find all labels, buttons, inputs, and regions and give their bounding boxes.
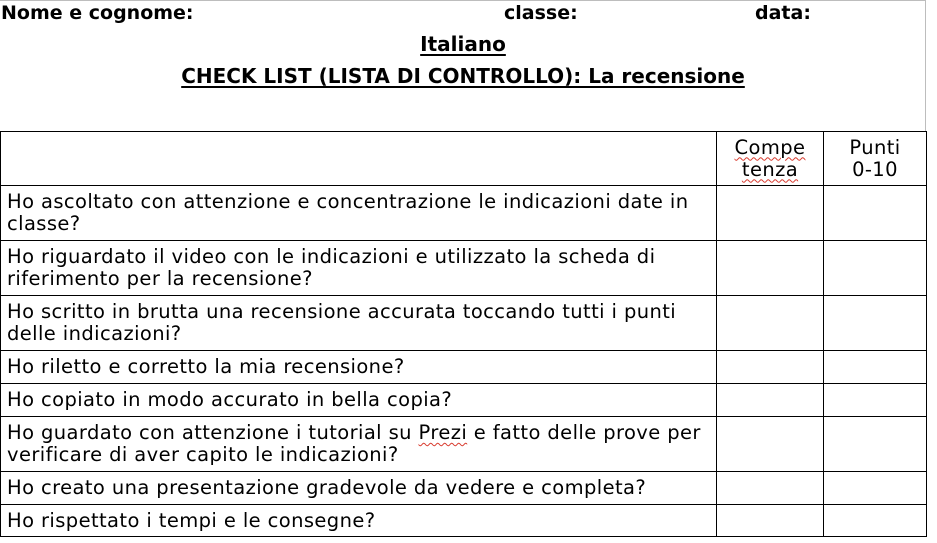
row-question-text: Ho rispettato i tempi e le consegne? (7, 508, 376, 532)
row-competenza-cell[interactable] (717, 241, 824, 296)
row-punti-cell[interactable] (824, 472, 927, 505)
table-row (1, 351, 927, 384)
row-question (1, 384, 717, 417)
row-competenza-cell[interactable] (717, 296, 824, 351)
name-label: Nome e cognome: (1, 2, 194, 24)
row-competenza-cell[interactable] (717, 472, 824, 505)
row-punti-cell[interactable] (824, 186, 927, 241)
row-competenza-cell[interactable] (717, 505, 824, 537)
row-question (1, 472, 717, 505)
row-question (1, 186, 717, 241)
subject-title (0, 32, 926, 56)
row-question-text-start: Ho guardato con attenzione i tutorial su (7, 421, 419, 444)
row-question-text-prezi: Prezi (418, 421, 468, 444)
table-header-row (1, 132, 927, 186)
header-punti (824, 132, 927, 186)
row-punti-cell[interactable] (824, 417, 927, 472)
row-question (1, 296, 717, 351)
row-punti-cell[interactable] (824, 384, 927, 417)
row-competenza-cell[interactable] (717, 351, 824, 384)
row-punti-cell[interactable] (824, 351, 927, 384)
table-row (1, 186, 927, 241)
row-punti-cell[interactable] (824, 241, 927, 296)
row-question-text: Ho riguardato il video con le indicazioni e utilizzato la scheda di riferimento per la recensione? (7, 245, 656, 290)
page-title (0, 64, 926, 88)
row-question (1, 241, 717, 296)
header-competenza-line1: Compe (734, 135, 806, 159)
table-row (1, 472, 927, 505)
row-question (1, 417, 717, 472)
row-punti-cell[interactable] (824, 505, 927, 537)
row-question (1, 505, 717, 537)
table-row (1, 384, 927, 417)
row-question-text: Ho riletto e corretto la mia recensione? (7, 355, 405, 378)
header-competenza (717, 132, 824, 186)
row-question-text: Ho copiato in modo accurato in bella copia? (7, 388, 453, 411)
subject-text: Italiano (420, 32, 506, 56)
header-empty-cell (1, 132, 717, 186)
table-row (1, 505, 927, 537)
row-question-text: Ho creato una presentazione gradevole da vedere e completa? (7, 476, 647, 499)
row-punti-cell[interactable] (824, 296, 927, 351)
row-question-text: Ho ascoltato con attenzione e concentrazione le indicazioni date in classe? (7, 190, 689, 235)
row-competenza-cell[interactable] (717, 186, 824, 241)
row-question-text: Ho scritto in brutta una recensione accurata toccando tutti i punti delle indicazioni? (7, 300, 677, 345)
page-title-text: CHECK LIST (LISTA DI CONTROLLO): La recensione (181, 64, 745, 88)
row-question (1, 351, 717, 384)
header-punti-line2: 0-10 (852, 157, 898, 181)
table-row (1, 241, 927, 296)
row-competenza-cell[interactable] (717, 384, 824, 417)
checklist-table (0, 131, 927, 537)
date-label: data: (755, 2, 811, 24)
table-row (1, 296, 927, 351)
row-competenza-cell[interactable] (717, 417, 824, 472)
table-row (1, 417, 927, 472)
header-competenza-line2: tenza (741, 157, 799, 181)
class-label: classe: (504, 2, 578, 24)
row-question-text-end: e fatto delle prove per verificare di aver capito le indicazioni? (7, 421, 701, 466)
header-punti-line1: Punti (849, 135, 901, 159)
